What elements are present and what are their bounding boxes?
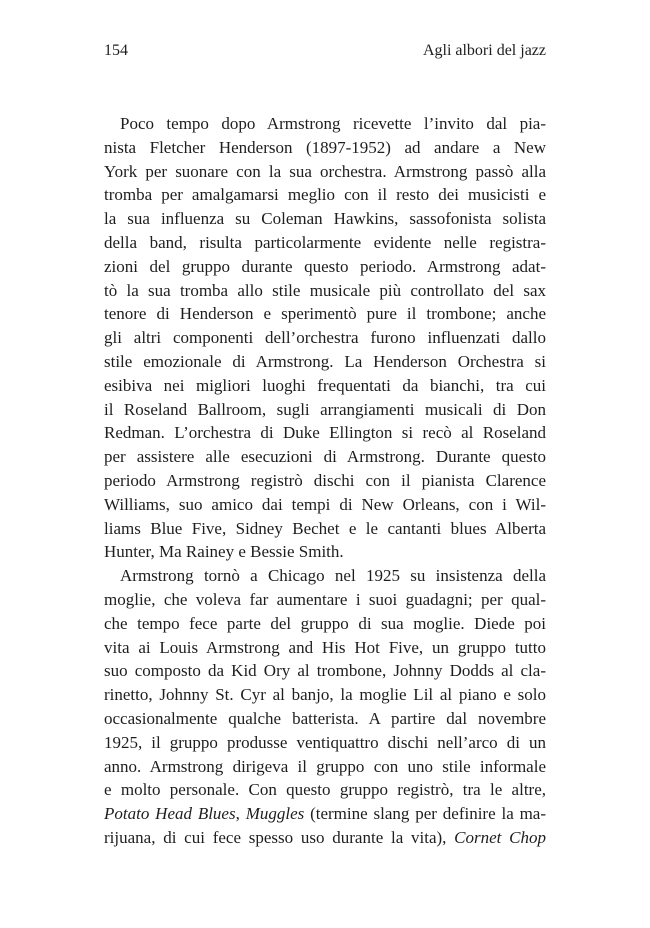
page-number: 154 (104, 42, 128, 59)
text-line: che tempo fece parte del gruppo di sua moglie. Diede poi (104, 613, 546, 633)
text-line: suo composto da Kid Ory al trombone, Johnny Dodds al cla- (104, 661, 546, 681)
song-title: Potato Head Blues (104, 804, 236, 824)
text-line: moglie, che voleva far aumentare i suoi guadagni; per qual- (104, 589, 546, 609)
text-line: liams Blue Five, Sidney Bechet e le cantanti blues Alberta (104, 518, 546, 538)
text-line: gli altri componenti dell’orchestra furono influenzati dallo (104, 328, 546, 348)
text-line: periodo Armstrong registrò dischi con il pianista Clarence (104, 470, 546, 490)
text-line: zioni del gruppo durante questo periodo. Armstrong adat- (104, 256, 546, 276)
text-line: la sua influenza su Coleman Hawkins, sassofonista solista (104, 209, 546, 229)
text-line: Poco tempo dopo Armstrong ricevette l’invito dal pia- (120, 114, 546, 133)
body-text (104, 112, 546, 850)
text-line: Redman. L’orchestra di Duke Ellington si recò al Roseland (104, 423, 546, 443)
running-head (104, 40, 546, 62)
text-line: e molto personale. Con questo gruppo registrò, tra le altre, (104, 780, 546, 800)
text-line: stile emozionale di Armstrong. La Henderson Orchestra si (104, 351, 546, 371)
text-line (104, 826, 546, 850)
text-line: nista Fletcher Henderson (1897-1952) ad andare a New (104, 137, 546, 157)
text-line: vita ai Louis Armstrong and His Hot Five, un gruppo tutto (104, 637, 546, 657)
text-line (104, 802, 546, 826)
text-line: della band, risulta particolarmente evidente nelle registra- (104, 232, 546, 252)
text-line: il Roseland Ballroom, sugli arrangiamenti musicali di Don (104, 399, 546, 419)
text-fragment: rijuana, di cui fece spesso uso durante la vita), (104, 827, 455, 847)
text-line: anno. Armstrong dirigeva il gruppo con uno stile informale (104, 756, 546, 776)
chapter-title: Agli albori del jazz (422, 42, 546, 59)
text-line: tromba per amalgamarsi meglio con il resto dei musicisti e (104, 185, 546, 205)
text-line: esibiva nei migliori luoghi frequentati da bianchi, tra cui (104, 375, 546, 395)
text-line: tò la sua tromba allo stile musicale più controllato del sax (104, 280, 546, 300)
text-line: occasionalmente qualche batterista. A partire dal novembre (104, 708, 546, 728)
song-title: Muggles (245, 804, 305, 824)
paragraph (104, 112, 546, 564)
text-line: Williams, suo amico dai tempi di New Orleans, con i Wil- (104, 494, 546, 514)
text-fragment: (termine slang per definire la ma- (304, 804, 546, 824)
text-line: tenore di Henderson e sperimentò pure il trombone; anche (104, 304, 546, 324)
text-line: 1925, il gruppo produsse ventiquattro dischi nell’arco di un (104, 732, 546, 752)
text-line: Armstrong tornò a Chicago nel 1925 su insistenza della (120, 566, 546, 586)
text-line: York per suonare con la sua orchestra. Armstrong passò alla (104, 161, 546, 181)
song-title: Cornet Chop (454, 827, 546, 847)
text-line: rinetto, Johnny St. Cyr al banjo, la moglie Lil al piano e solo (104, 685, 546, 705)
paragraph (104, 564, 546, 850)
text-line: Hunter, Ma Rainey e Bessie Smith. (104, 542, 344, 562)
text-fragment: , (235, 804, 246, 824)
text-line: per assistere alle esecuzioni di Armstrong. Durante questo (104, 447, 546, 467)
